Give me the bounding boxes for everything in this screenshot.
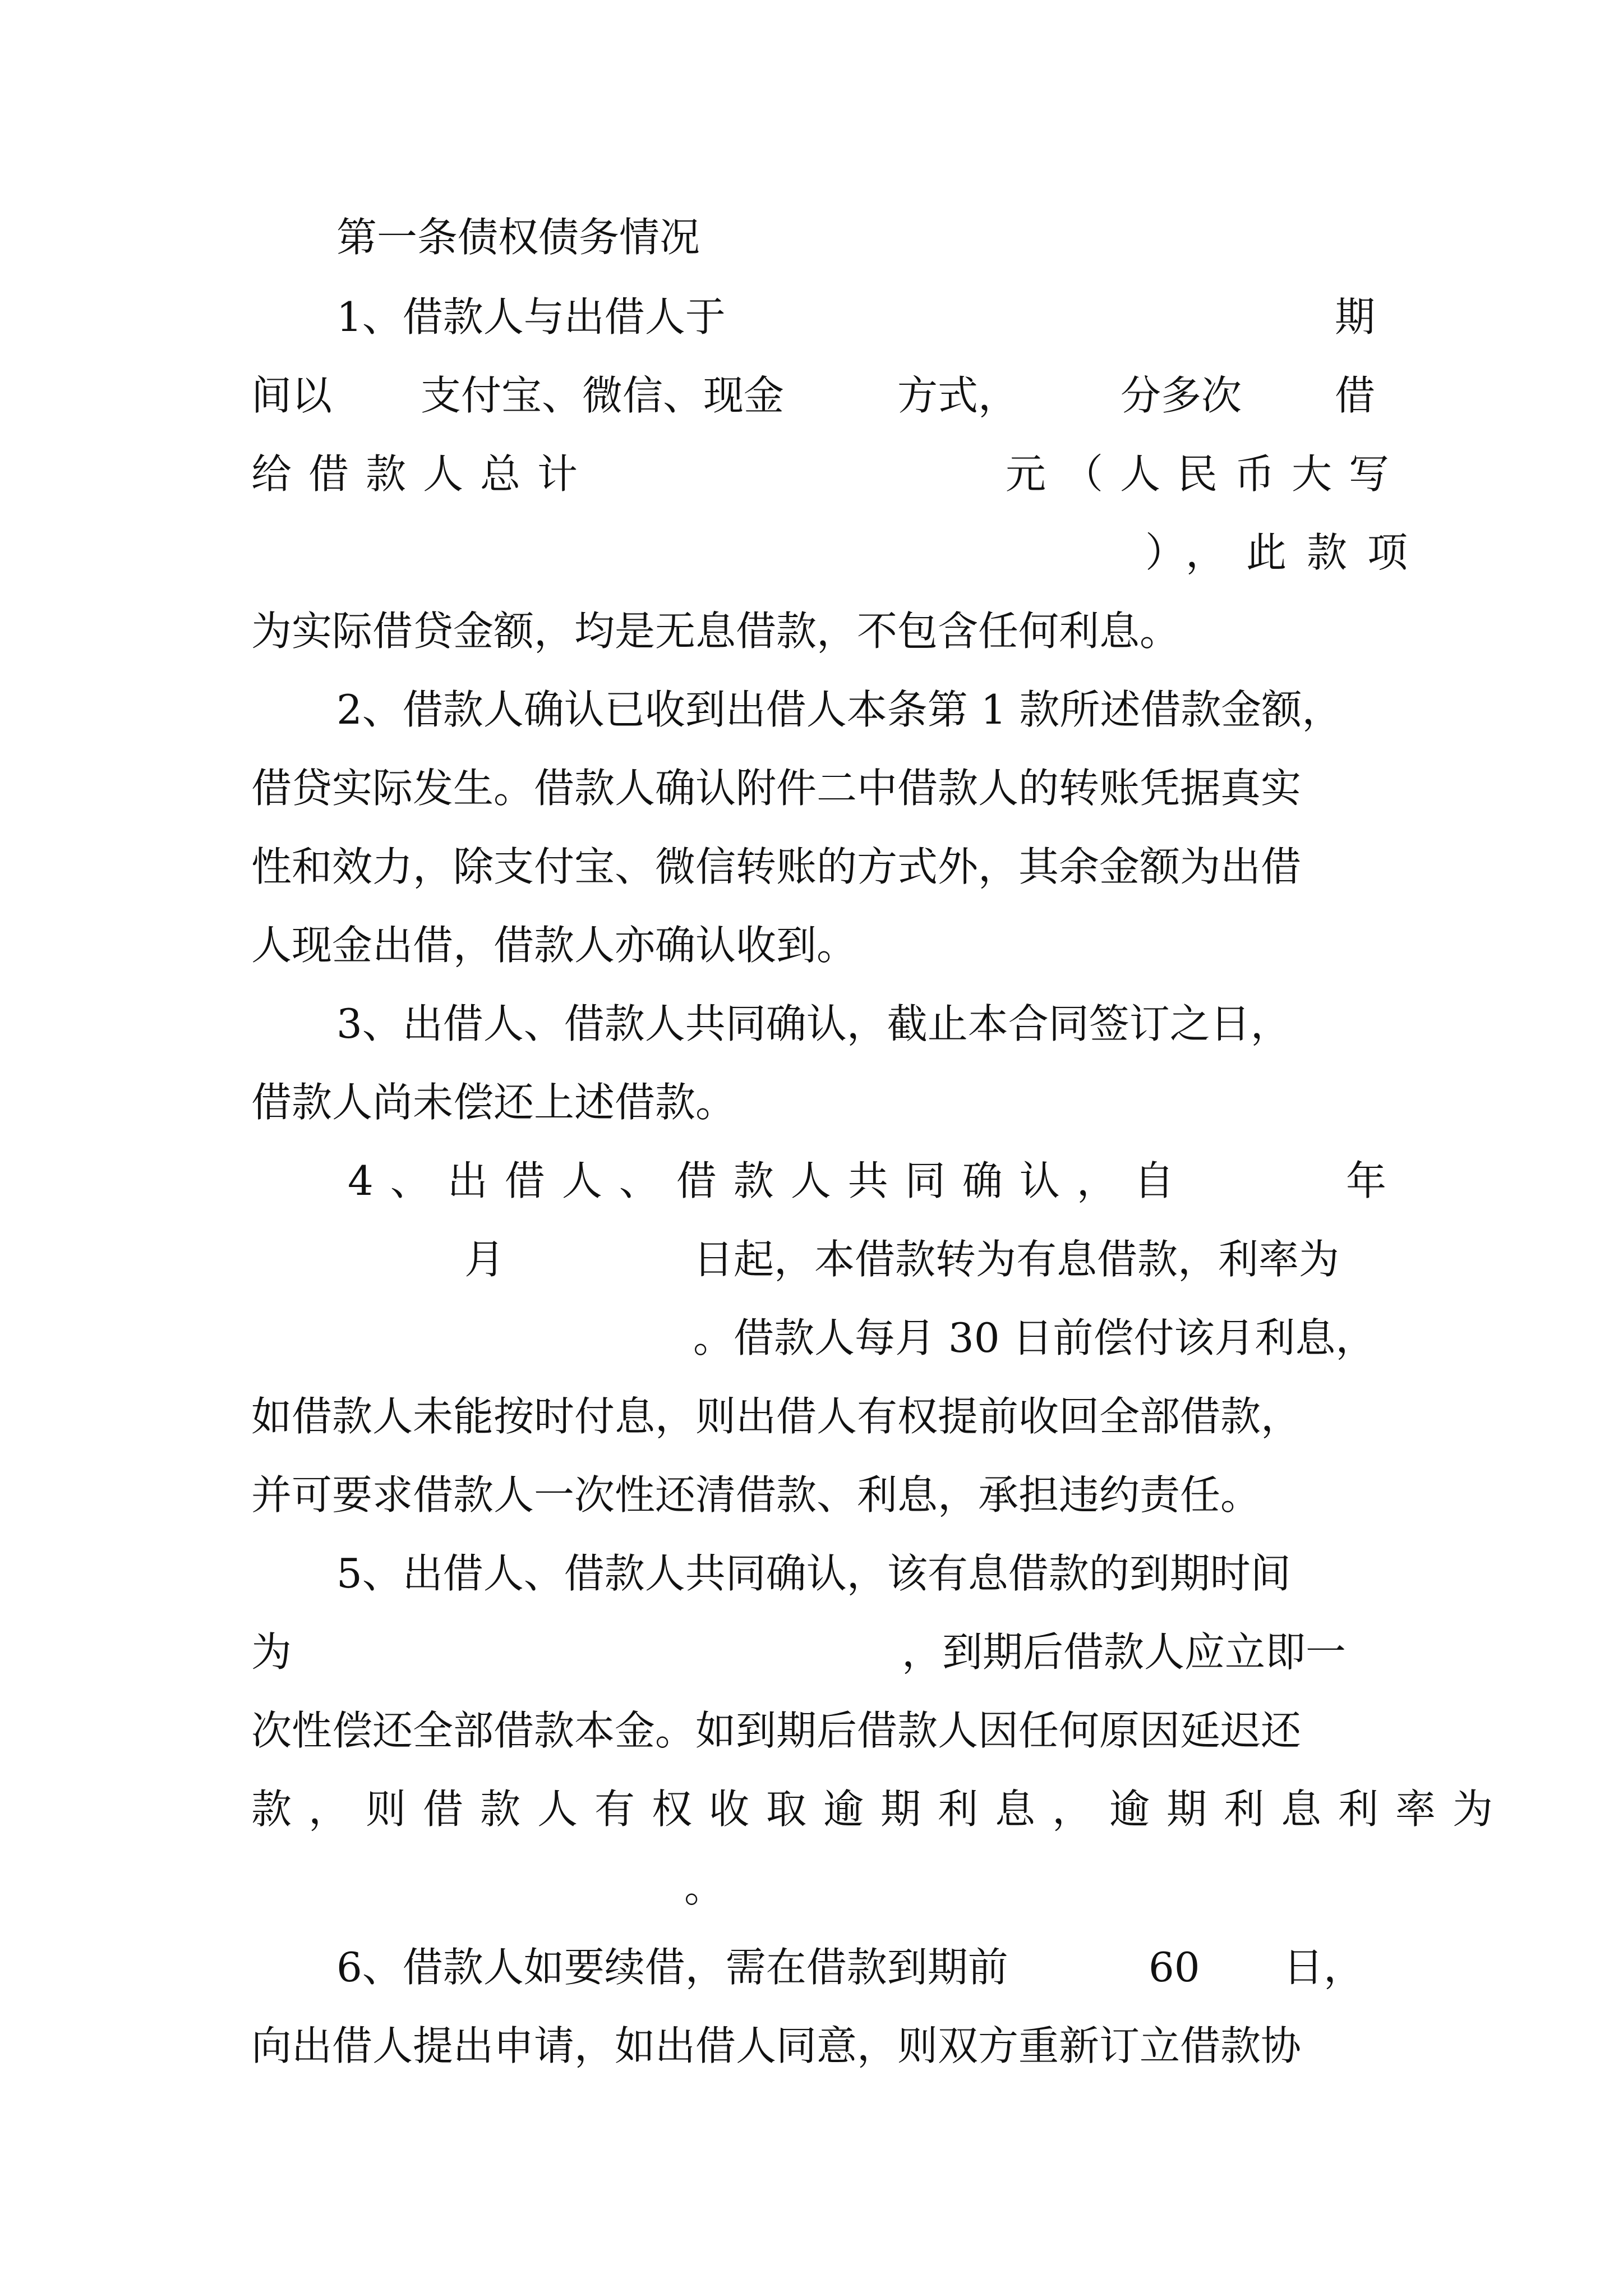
clause5-line5: 。: [684, 1864, 725, 1911]
clause4-line2-a: 月: [464, 1236, 505, 1283]
clause1-line2: [251, 365, 1391, 426]
clause1-line2-e: 借: [1335, 372, 1376, 419]
clause5-line2-right: ，到期后借款人应立即一: [902, 1628, 1347, 1676]
clause4-line2: [251, 1228, 1391, 1290]
clause5-line3: 次性偿还全部借款本金。如到期后借款人因任何原因延迟还: [251, 1707, 1302, 1754]
clause6-line1: [336, 1936, 1391, 1998]
clause1-line1: [336, 286, 1391, 348]
clause6-line2: 向出借人提出申请，如出借人同意，则双方重新订立借款协: [251, 2022, 1302, 2069]
clause1-line2-a: 间以: [251, 372, 333, 419]
clause4-line2-b: 日起，本借款转为有息借款，利率为: [693, 1236, 1340, 1283]
clause1-line1-left: 1、借款人与出借人于: [336, 293, 726, 341]
clause3-line2: 借款人尚未偿还上述借款。: [251, 1079, 736, 1126]
clause6-line1-a: 6、借款人如要续借，需在借款到期前: [336, 1944, 1008, 1991]
clause1-line2-c: 方式，: [897, 372, 1019, 419]
clause6-line1-c: 日，: [1283, 1944, 1364, 1991]
clause1-line3-left: 给借款人总计: [251, 450, 595, 498]
clause4-line3-text: 。借款人每月 30 日前偿付该月利息，: [693, 1314, 1376, 1361]
clause1-line3-right: 元（人民币大写: [1006, 450, 1407, 498]
clause4-line1-left: 4、出借人、借款人共同确认，自: [348, 1157, 1191, 1204]
clause2-line3: 性和效力，除支付宝、微信转账的方式外，其余金额为出借: [251, 843, 1302, 890]
clause1-line4: [251, 522, 1428, 583]
clause6-line1-b: 60: [1149, 1944, 1200, 1991]
clause3-line1: 3、出借人、借款人共同确认，截止本合同签订之日，: [336, 1000, 1291, 1047]
clause5-line2-left: 为: [251, 1628, 292, 1676]
clause1-line2-d: 分多次: [1121, 372, 1242, 419]
clause1-line3: [251, 443, 1407, 505]
section-title: 第一条债权债务情况: [336, 214, 700, 261]
clause2-line2: 借贷实际发生。借款人确认附件二中借款人的转账凭据真实: [251, 765, 1302, 812]
clause4-line5: 并可要求借款人一次性还清借款、利息，承担违约责任。: [251, 1471, 1261, 1519]
clause1-line1-right: 期: [1335, 293, 1376, 341]
clause4-line1: [348, 1150, 1391, 1212]
clause5-line4: 款，则借款人有权收取逾期利息，逾期利息利率为: [251, 1786, 1510, 1833]
clause1-line2-b: 支付宝、微信、现金: [421, 372, 785, 419]
clause4-line1-right: 年: [1346, 1157, 1387, 1204]
clause1-line5: 为实际借贷金额，均是无息借款，不包含任何利息。: [251, 608, 1181, 655]
clause2-line4: 人现金出借，借款人亦确认收到。: [251, 922, 857, 969]
clause2-line1: 2、借款人确认已收到出借人本条第 1 款所述借款金额，: [336, 686, 1343, 733]
clause4-line4: 如借款人未能按时付息，则出借人有权提前收回全部借款，: [251, 1393, 1302, 1440]
clause4-line3: [251, 1307, 1391, 1369]
clause5-line2: [251, 1621, 1391, 1683]
clause5-line1: 5、出借人、借款人共同确认，该有息借款的到期时间: [336, 1550, 1291, 1597]
clause1-line4-right: ），此款项: [1145, 529, 1428, 576]
